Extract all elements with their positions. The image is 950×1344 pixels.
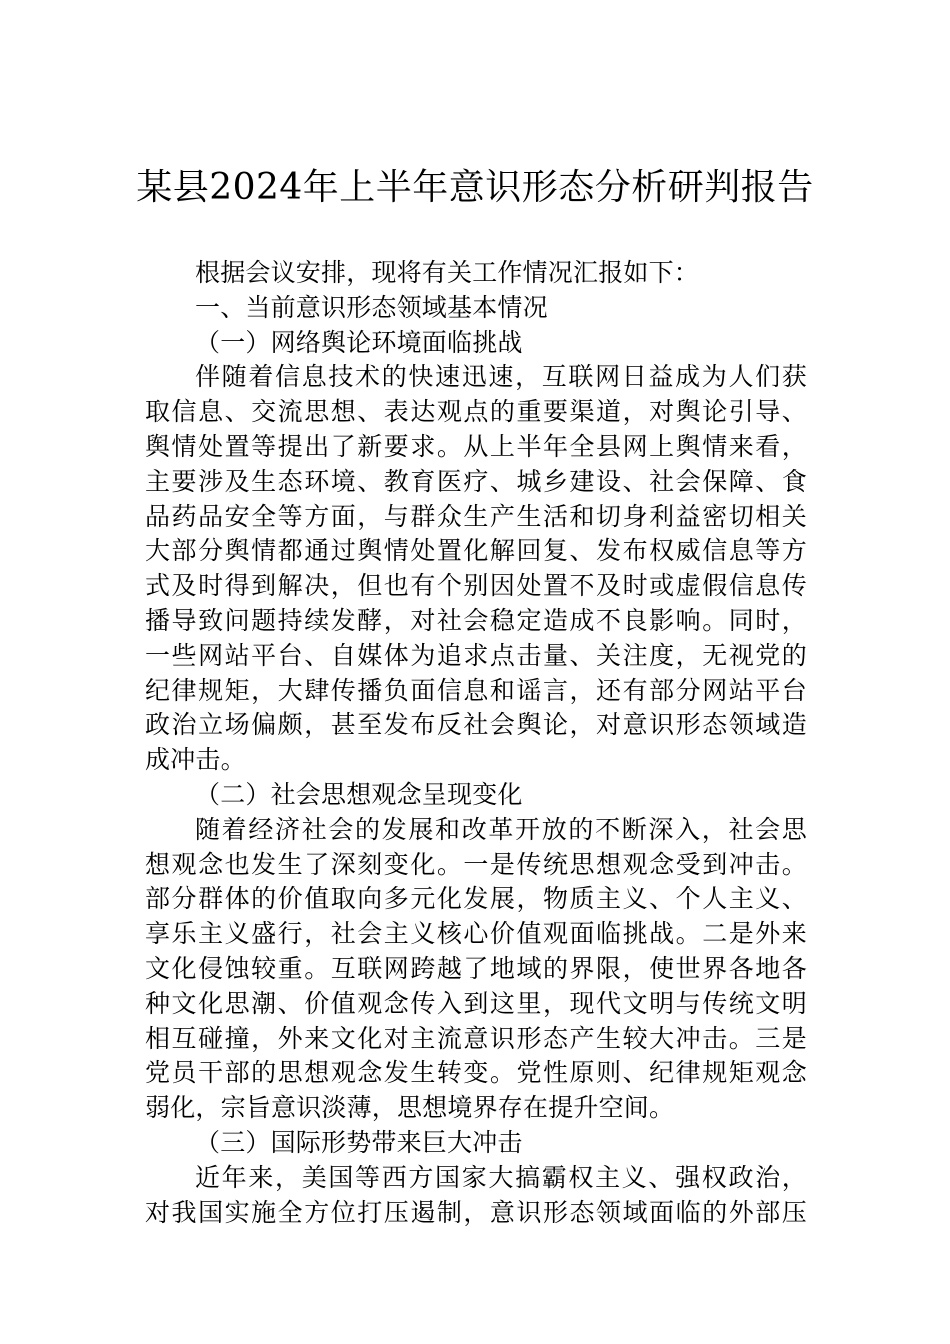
section-heading: （二）社会思想观念呈现变化 <box>195 779 523 809</box>
text-line: 取信息、交流思想、表达观点的重要渠道，对舆论引导、 <box>145 397 807 427</box>
document-title: 某县2024年上半年意识形态分析研判报告 <box>136 167 814 208</box>
text-line: 想观念也发生了深刻变化。一是传统思想观念受到冲击。 <box>145 849 807 879</box>
text-line: 种文化思潮、价值观念传入到这里，现代文明与传统文明 <box>145 988 807 1018</box>
document-body <box>145 256 807 1230</box>
text-line: 一些网站平台、自媒体为追求点击量、关注度，无视党的 <box>145 640 807 670</box>
text-line: 成冲击。 <box>145 745 246 775</box>
text-line: 纪律规矩，大肆传播负面信息和谣言，还有部分网站平台 <box>145 675 807 705</box>
text-line: 随着经济社会的发展和改革开放的不断深入，社会思 <box>195 814 807 844</box>
text-line: 播导致问题持续发酵，对社会稳定造成不良影响。同时， <box>145 605 807 635</box>
text-line: 式及时得到解决，但也有个别因处置不及时或虚假信息传 <box>145 571 807 601</box>
text-line: 大部分舆情都通过舆情处置化解回复、发布权威信息等方 <box>145 536 807 566</box>
text-line: 弱化，宗旨意识淡薄，思想境界存在提升空间。 <box>145 1093 675 1123</box>
text-line: 享乐主义盛行，社会主义核心价值观面临挑战。二是外来 <box>145 919 807 949</box>
section-heading: 根据会议安排，现将有关工作情况汇报如下： <box>195 258 700 287</box>
section-heading: （三）国际形势带来巨大冲击 <box>195 1127 523 1157</box>
text-line: 相互碰撞，外来文化对主流意识形态产生较大冲击。三是 <box>145 1023 807 1053</box>
text-line: 政治立场偏颇，甚至发布反社会舆论，对意识形态领域造 <box>145 710 807 740</box>
text-line: 品药品安全等方面，与群众生产生活和切身利益密切相关 <box>145 501 807 531</box>
text-line: 党员干部的思想观念发生转变。党性原则、纪律规矩观念 <box>145 1058 807 1088</box>
text-line: 文化侵蚀较重。互联网跨越了地域的界限，使世界各地各 <box>145 953 807 983</box>
section-heading: 一、当前意识形态领域基本情况 <box>195 292 548 322</box>
text-line: 近年来，美国等西方国家大搞霸权主义、强权政治， <box>195 1162 807 1192</box>
section-heading: （一）网络舆论环境面临挑战 <box>195 327 523 357</box>
text-line: 部分群体的价值取向多元化发展，物质主义、个人主义、 <box>145 884 807 914</box>
text-line: 舆情处置等提出了新要求。从上半年全县网上舆情来看， <box>145 431 807 461</box>
text-line: 对我国实施全方位打压遏制，意识形态领域面临的外部压 <box>145 1197 807 1227</box>
text-line: 伴随着信息技术的快速迅速，互联网日益成为人们获 <box>195 362 807 392</box>
text-line: 主要涉及生态环境、教育医疗、城乡建设、社会保障、食 <box>145 466 807 496</box>
